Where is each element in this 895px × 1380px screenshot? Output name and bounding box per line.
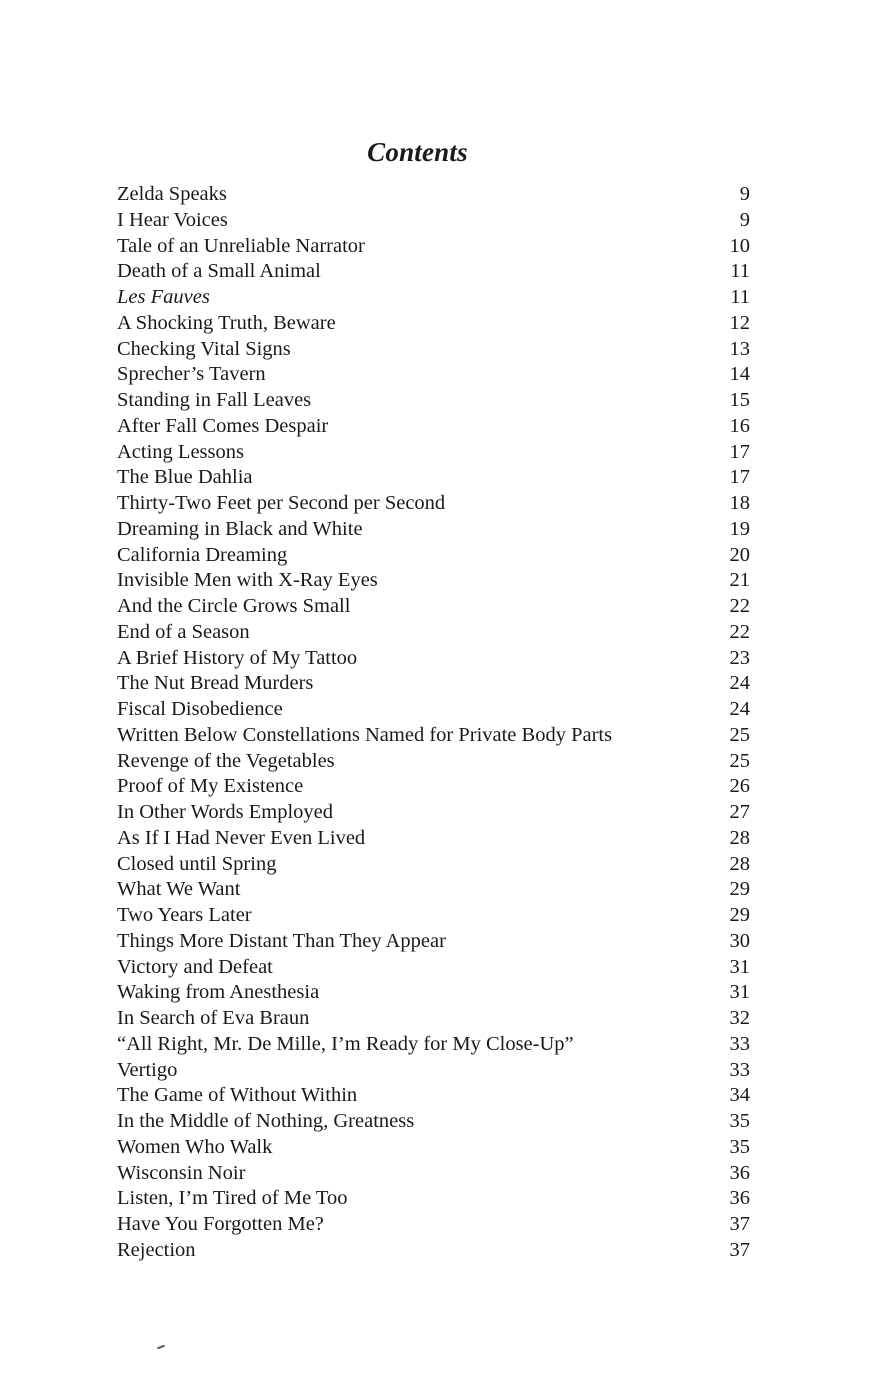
toc-entry-title: The Blue Dahlia [117, 466, 253, 489]
toc-entry-title: Victory and Defeat [117, 955, 273, 978]
toc-entry [117, 800, 750, 826]
toc-entry [117, 594, 750, 620]
toc-entry-title: Invisible Men with X-Ray Eyes [117, 569, 378, 592]
toc-entry [117, 362, 750, 388]
toc-entry-page-number: 25 [729, 723, 750, 746]
toc-entry [117, 774, 750, 800]
toc-entry [117, 1238, 750, 1264]
toc-entry-title: And the Circle Grows Small [117, 595, 351, 617]
toc-entry-page-number: 11 [730, 286, 750, 308]
toc-entry [117, 543, 750, 569]
toc-entry-title: Checking Vital Signs [117, 337, 291, 360]
toc-entry-title: Written Below Constellations Named for Private Body Parts [117, 723, 613, 746]
toc-entry-page-number: 33 [729, 1058, 750, 1081]
toc-entry-page-number: 31 [729, 955, 750, 978]
toc-entry [117, 311, 750, 337]
toc-entry-title: In Other Words Employed [117, 801, 334, 823]
toc-entry-title: In the Middle of Nothing, Greatness [117, 1110, 415, 1132]
toc-entry-title: California Dreaming [117, 543, 288, 566]
toc-entry [117, 388, 750, 414]
toc-entry-title: Acting Lessons [117, 440, 244, 463]
toc-entry-title: I Hear Voices [117, 208, 228, 231]
toc-entry [117, 723, 750, 749]
toc-entry-title: Vertigo [117, 1058, 178, 1081]
toc-entry [117, 337, 750, 363]
toc-entry-page-number: 11 [730, 260, 750, 283]
toc-entry-page-number: 26 [729, 775, 750, 798]
toc-entry-page-number: 37 [729, 1213, 750, 1235]
toc-entry [117, 1212, 750, 1238]
toc-entry [117, 749, 750, 775]
toc-entry-title: Rejection [117, 1238, 196, 1261]
toc-entry-page-number: 19 [729, 517, 750, 540]
toc-entry-title: Waking from Anesthesia [117, 981, 320, 1004]
toc-entry [117, 980, 750, 1006]
toc-entry-page-number: 10 [729, 234, 750, 257]
toc-entry [117, 1135, 750, 1161]
toc-entry-page-number: 30 [729, 929, 750, 952]
toc-entry [117, 697, 750, 723]
toc-entry [117, 517, 750, 543]
toc-entry-title: Fiscal Disobedience [117, 698, 283, 720]
toc-entry-page-number: 18 [729, 492, 750, 514]
toc-entry-title: In Search of Eva Braun [117, 1007, 310, 1029]
toc-entry-page-number: 29 [729, 878, 750, 901]
toc-entry-page-number: 16 [729, 414, 750, 437]
toc-entry [117, 852, 750, 878]
toc-entry-title: Tale of an Unreliable Narrator [117, 234, 365, 257]
toc-entry-title: A Brief History of My Tattoo [117, 646, 358, 669]
toc-entry-page-number: 36 [729, 1187, 750, 1210]
toc-entry [117, 826, 750, 852]
toc-entry-title: After Fall Comes Despair [117, 414, 329, 437]
toc-entry [117, 955, 750, 981]
toc-entry [117, 1006, 750, 1032]
toc-entry-title: The Game of Without Within [117, 1084, 358, 1107]
toc-entry-page-number: 22 [729, 620, 750, 643]
toc-entry-title: Thirty-Two Feet per Second per Second [117, 492, 446, 514]
toc-entry-page-number: 24 [729, 672, 750, 695]
toc-entry-title: End of a Season [117, 620, 250, 643]
table-of-contents [117, 182, 750, 1264]
toc-entry-page-number: 25 [729, 749, 750, 772]
toc-entry-page-number: 12 [729, 311, 750, 334]
toc-entry-title: Standing in Fall Leaves [117, 389, 312, 411]
toc-entry [117, 208, 750, 234]
toc-entry-page-number: 28 [729, 826, 750, 849]
page-title: Contents [367, 137, 468, 168]
toc-entry [117, 259, 750, 285]
toc-entry-page-number: 9 [739, 183, 750, 205]
toc-entry [117, 568, 750, 594]
toc-entry [117, 903, 750, 929]
toc-entry-page-number: 17 [729, 440, 750, 463]
toc-entry [117, 440, 750, 466]
toc-entry-title: Death of a Small Animal [117, 260, 321, 283]
toc-entry-page-number: 15 [729, 389, 750, 411]
toc-entry-page-number: 20 [729, 543, 750, 566]
toc-entry [117, 182, 750, 208]
toc-entry-title: “All Right, Mr. De Mille, I’m Ready for My Close-Up” [117, 1032, 574, 1055]
toc-entry-page-number: 32 [729, 1007, 750, 1029]
toc-entry-title: Zelda Speaks [117, 183, 227, 205]
toc-entry-page-number: 37 [729, 1238, 750, 1261]
toc-entry-page-number: 35 [729, 1110, 750, 1132]
toc-entry-title: Les Fauves [117, 286, 210, 308]
toc-entry-title: Closed until Spring [117, 852, 277, 875]
toc-entry-page-number: 35 [729, 1135, 750, 1158]
toc-entry [117, 1109, 750, 1135]
toc-entry-title: Listen, I’m Tired of Me Too [117, 1187, 348, 1210]
toc-entry-title: Two Years Later [117, 904, 252, 926]
toc-entry [117, 877, 750, 903]
toc-entry-title: Dreaming in Black and White [117, 517, 363, 540]
toc-entry [117, 491, 750, 517]
toc-entry-title: Things More Distant Than They Appear [117, 929, 446, 952]
toc-entry [117, 234, 750, 260]
toc-entry [117, 465, 750, 491]
toc-entry [117, 1161, 750, 1187]
toc-entry-page-number: 24 [729, 698, 750, 720]
toc-entry-page-number: 34 [729, 1084, 750, 1107]
toc-entry-page-number: 33 [729, 1032, 750, 1055]
toc-entry-title: Wisconsin Noir [117, 1161, 246, 1184]
toc-entry-title: A Shocking Truth, Beware [117, 311, 336, 334]
toc-entry-title: The Nut Bread Murders [117, 672, 314, 695]
toc-entry-page-number: 36 [729, 1161, 750, 1184]
toc-entry [117, 929, 750, 955]
toc-entry [117, 414, 750, 440]
toc-entry-page-number: 21 [729, 569, 750, 592]
toc-entry [117, 1032, 750, 1058]
toc-entry-title: Women Who Walk [117, 1135, 273, 1158]
stray-mark [157, 1345, 165, 1350]
toc-entry [117, 671, 750, 697]
toc-entry-page-number: 23 [729, 646, 750, 669]
toc-entry-page-number: 31 [729, 981, 750, 1004]
toc-entry-page-number: 9 [739, 208, 750, 231]
toc-entry-page-number: 29 [729, 904, 750, 926]
toc-entry [117, 1083, 750, 1109]
toc-entry-page-number: 27 [729, 801, 750, 823]
toc-entry-page-number: 14 [729, 363, 750, 386]
toc-entry-page-number: 13 [729, 337, 750, 360]
toc-entry-title: What We Want [117, 878, 241, 901]
toc-entry-title: Revenge of the Vegetables [117, 749, 335, 772]
toc-entry [117, 1186, 750, 1212]
toc-entry-title: Proof of My Existence [117, 775, 304, 798]
toc-entry [117, 1058, 750, 1084]
toc-entry [117, 285, 750, 311]
toc-entry-page-number: 22 [729, 595, 750, 617]
toc-entry-title: Have You Forgotten Me? [117, 1213, 324, 1235]
toc-entry [117, 646, 750, 672]
toc-entry-title: Sprecher’s Tavern [117, 363, 266, 386]
toc-entry-page-number: 28 [729, 852, 750, 875]
toc-entry [117, 620, 750, 646]
toc-entry-title: As If I Had Never Even Lived [117, 826, 366, 849]
toc-entry-page-number: 17 [729, 466, 750, 489]
